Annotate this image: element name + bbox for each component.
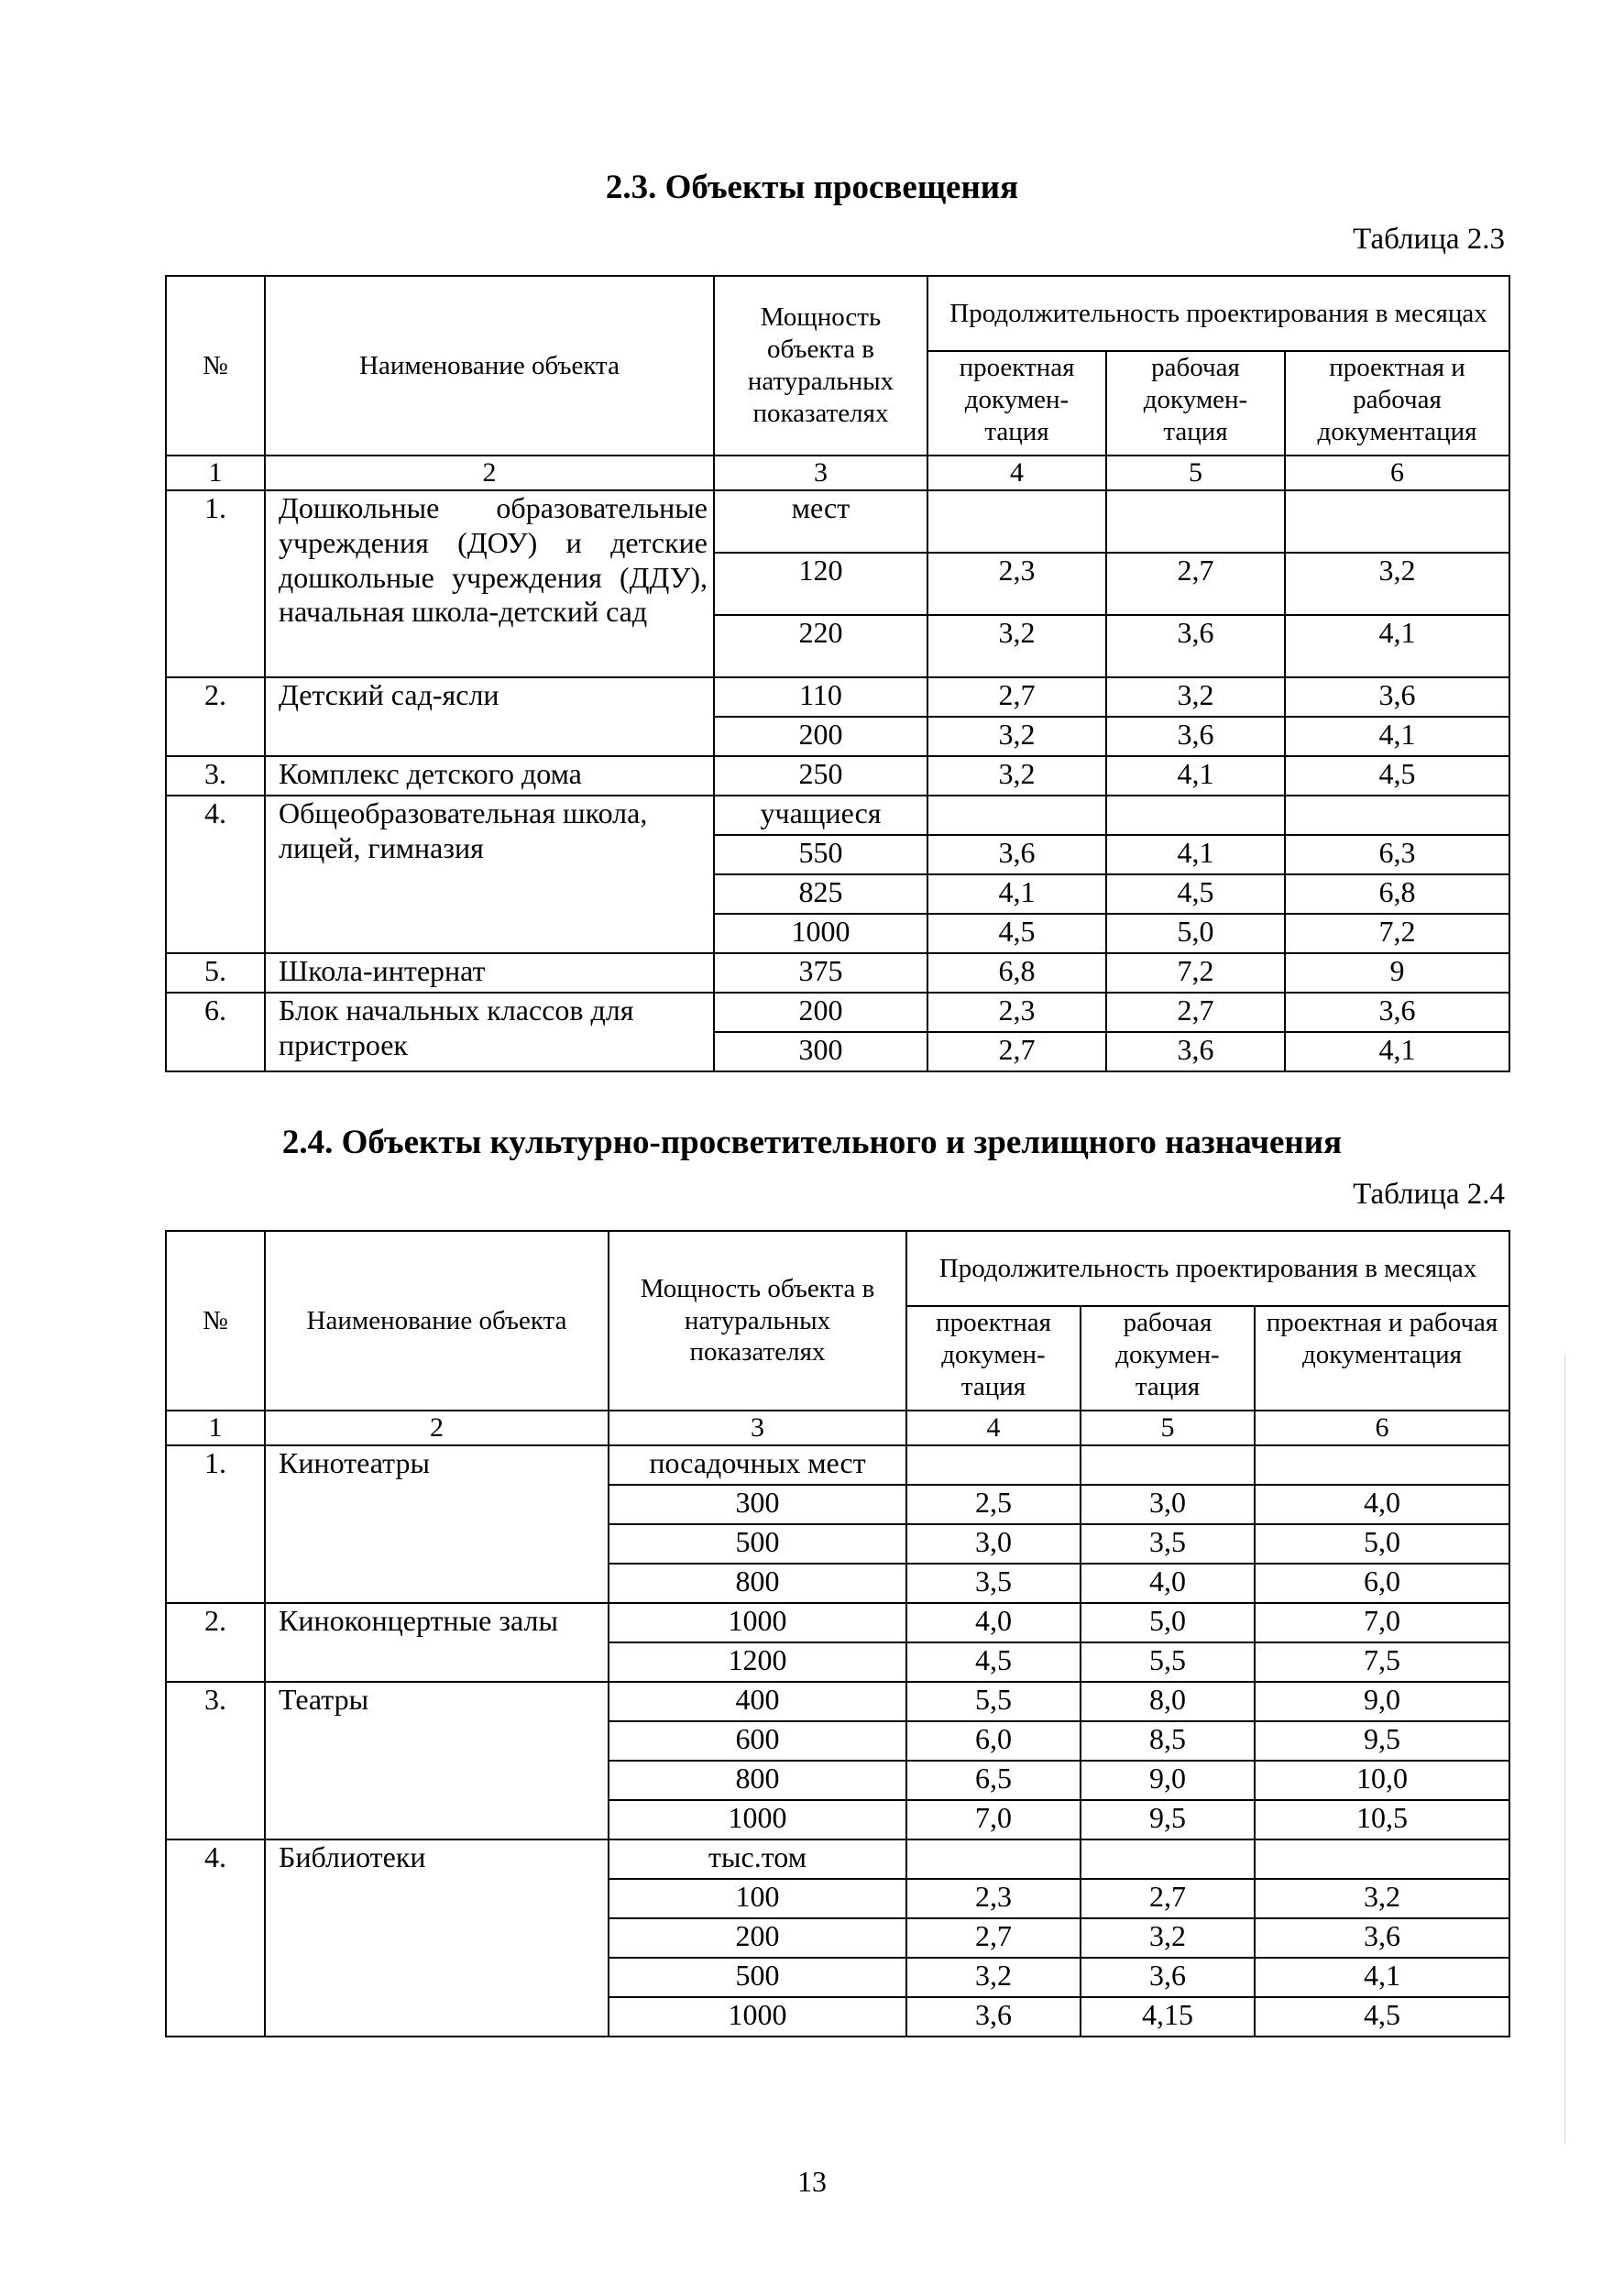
proj-cell: 2,3 — [927, 993, 1106, 1032]
capacity-cell: 220 — [714, 615, 927, 677]
work-cell: 4,1 — [1106, 756, 1285, 796]
both-cell: 3,2 — [1285, 553, 1509, 615]
work-cell: 4,0 — [1081, 1564, 1255, 1603]
col-duration-header: Продолжительность проектирования в месяцах — [927, 276, 1509, 351]
capacity-cell: учащиеся — [714, 796, 927, 835]
table-row — [166, 756, 1509, 796]
both-cell: 7,2 — [1285, 914, 1509, 953]
table-row — [166, 953, 1509, 993]
object-name: Киноконцертные залы — [265, 1603, 609, 1682]
both-cell: 4,1 — [1285, 1032, 1509, 1071]
proj-cell: 2,7 — [927, 677, 1106, 717]
row-number: 4. — [166, 796, 265, 953]
work-cell: 3,2 — [1106, 677, 1285, 717]
both-cell: 4,0 — [1255, 1485, 1509, 1524]
proj-cell: 3,2 — [906, 1958, 1081, 1997]
col-name-header: Наименование объекта — [265, 1231, 609, 1411]
work-cell: 4,1 — [1106, 835, 1285, 874]
col-name-header: Наименование объекта — [265, 276, 714, 456]
object-name: Детский сад-ясли — [265, 677, 714, 756]
col-both-header: проектная и рабочая документация — [1285, 351, 1509, 456]
capacity-cell: посадочных мест — [609, 1445, 906, 1485]
work-cell — [1081, 1445, 1255, 1485]
work-cell: 4,15 — [1081, 1997, 1255, 2037]
both-cell: 9,0 — [1255, 1682, 1509, 1721]
work-cell: 4,5 — [1106, 874, 1285, 914]
col-number: 3 — [609, 1411, 906, 1445]
capacity-cell: 1000 — [609, 1603, 906, 1642]
proj-cell: 6,5 — [906, 1761, 1081, 1800]
object-name: Блок начальных классов для пристроек — [265, 993, 714, 1071]
capacity-cell: 500 — [609, 1524, 906, 1564]
section-2-3-title: 2.3. Объекты просвещения — [605, 169, 1019, 206]
proj-cell: 6,8 — [927, 953, 1106, 993]
table-row — [166, 1445, 1509, 1485]
col-number: 4 — [906, 1411, 1081, 1445]
work-cell: 2,7 — [1106, 553, 1285, 615]
proj-cell: 4,1 — [927, 874, 1106, 914]
proj-cell: 2,3 — [906, 1879, 1081, 1918]
proj-cell: 3,2 — [927, 756, 1106, 796]
col-number: 6 — [1285, 456, 1509, 490]
col-number: 5 — [1081, 1411, 1255, 1445]
both-cell — [1255, 1445, 1509, 1485]
both-cell: 10,5 — [1255, 1800, 1509, 1839]
both-cell: 5,0 — [1255, 1524, 1509, 1564]
capacity-cell: 550 — [714, 835, 927, 874]
object-name: Театры — [265, 1682, 609, 1839]
capacity-cell: 300 — [609, 1485, 906, 1524]
capacity-cell: 375 — [714, 953, 927, 993]
capacity-cell: 800 — [609, 1761, 906, 1800]
proj-cell: 3,6 — [927, 835, 1106, 874]
page-number: 13 — [797, 2165, 827, 2198]
capacity-cell: 110 — [714, 677, 927, 717]
both-cell: 4,5 — [1255, 1997, 1509, 2037]
capacity-cell: 120 — [714, 553, 927, 615]
table-2-3 — [165, 275, 1510, 1072]
proj-cell: 2,7 — [927, 1032, 1106, 1071]
object-name: Дошкольные образовательные учреждения (ДОУ) и детские дошкольные учреждения (ДДУ), начальная школа-детский сад — [265, 490, 714, 677]
both-cell: 9 — [1285, 953, 1509, 993]
both-cell: 7,0 — [1255, 1603, 1509, 1642]
both-cell: 6,8 — [1285, 874, 1509, 914]
row-number: 4. — [166, 1839, 265, 2037]
row-number: 1. — [166, 1445, 265, 1603]
row-number: 6. — [166, 993, 265, 1071]
col-proj-header: проектная докумен-тация — [906, 1306, 1081, 1411]
table-2-4-caption: Таблица 2.4 — [1353, 1178, 1505, 1211]
row-number: 3. — [166, 1682, 265, 1839]
col-no-header: № — [166, 276, 265, 456]
capacity-cell: 400 — [609, 1682, 906, 1721]
row-number: 5. — [166, 953, 265, 993]
work-cell: 3,0 — [1081, 1485, 1255, 1524]
section-2-4-title: 2.4. Объекты культурно-просветительного и зрелищного назначения — [281, 1124, 1343, 1161]
col-number: 2 — [265, 456, 714, 490]
work-cell: 8,5 — [1081, 1721, 1255, 1761]
row-number: 3. — [166, 756, 265, 796]
work-cell: 2,7 — [1081, 1879, 1255, 1918]
col-number: 5 — [1106, 456, 1285, 490]
table-row — [166, 796, 1509, 835]
both-cell — [1255, 1839, 1509, 1879]
work-cell — [1106, 490, 1285, 553]
proj-cell: 5,5 — [906, 1682, 1081, 1721]
both-cell: 3,6 — [1285, 993, 1509, 1032]
object-name: Школа-интернат — [265, 953, 714, 993]
proj-cell: 3,2 — [927, 615, 1106, 677]
col-no-header: № — [166, 1231, 265, 1411]
capacity-cell: тыс.том — [609, 1839, 906, 1879]
both-cell: 4,1 — [1285, 717, 1509, 756]
capacity-cell: 1000 — [609, 1800, 906, 1839]
proj-cell — [927, 490, 1106, 553]
col-number: 3 — [714, 456, 927, 490]
proj-cell: 3,2 — [927, 717, 1106, 756]
proj-cell: 4,5 — [927, 914, 1106, 953]
capacity-cell: 1200 — [609, 1642, 906, 1682]
col-duration-header: Продолжительность проектирования в месяцах — [906, 1231, 1509, 1306]
row-number: 1. — [166, 490, 265, 677]
table-2-3-caption: Таблица 2.3 — [1353, 223, 1505, 256]
col-proj-header: проектная докумен-тация — [927, 351, 1106, 456]
row-number: 2. — [166, 1603, 265, 1682]
table-row — [166, 993, 1509, 1032]
work-cell: 2,7 — [1106, 993, 1285, 1032]
proj-cell: 2,3 — [927, 553, 1106, 615]
object-name: Библиотеки — [265, 1839, 609, 2037]
proj-cell: 4,0 — [906, 1603, 1081, 1642]
work-cell: 5,0 — [1106, 914, 1285, 953]
both-cell: 6,3 — [1285, 835, 1509, 874]
work-cell: 3,6 — [1081, 1958, 1255, 1997]
both-cell: 7,5 — [1255, 1642, 1509, 1682]
capacity-cell: 300 — [714, 1032, 927, 1071]
table-row — [166, 1682, 1509, 1721]
capacity-cell: 600 — [609, 1721, 906, 1761]
both-cell: 4,1 — [1285, 615, 1509, 677]
proj-cell: 6,0 — [906, 1721, 1081, 1761]
both-cell: 6,0 — [1255, 1564, 1509, 1603]
both-cell: 9,5 — [1255, 1721, 1509, 1761]
proj-cell — [906, 1839, 1081, 1879]
object-name: Общеобразовательная школа, лицей, гимназия — [265, 796, 714, 953]
table-row — [166, 677, 1509, 717]
scan-margin-line — [1564, 1355, 1565, 2143]
both-cell: 4,5 — [1285, 756, 1509, 796]
capacity-cell: 800 — [609, 1564, 906, 1603]
work-cell: 9,0 — [1081, 1761, 1255, 1800]
capacity-cell: мест — [714, 490, 927, 553]
work-cell: 3,6 — [1106, 1032, 1285, 1071]
col-number: 4 — [927, 456, 1106, 490]
capacity-cell: 200 — [714, 993, 927, 1032]
capacity-cell: 200 — [609, 1918, 906, 1958]
proj-cell — [906, 1445, 1081, 1485]
capacity-cell: 250 — [714, 756, 927, 796]
capacity-cell: 1000 — [714, 914, 927, 953]
row-number: 2. — [166, 677, 265, 756]
proj-cell: 3,0 — [906, 1524, 1081, 1564]
proj-cell: 2,5 — [906, 1485, 1081, 1524]
proj-cell: 3,6 — [906, 1997, 1081, 2037]
work-cell: 3,6 — [1106, 615, 1285, 677]
proj-cell: 7,0 — [906, 1800, 1081, 1839]
both-cell: 3,2 — [1255, 1879, 1509, 1918]
work-cell — [1106, 796, 1285, 835]
proj-cell — [927, 796, 1106, 835]
both-cell — [1285, 796, 1509, 835]
col-number: 1 — [166, 1411, 265, 1445]
col-number: 1 — [166, 456, 265, 490]
both-cell: 3,6 — [1255, 1918, 1509, 1958]
work-cell: 3,2 — [1081, 1918, 1255, 1958]
capacity-cell: 500 — [609, 1958, 906, 1997]
capacity-cell: 200 — [714, 717, 927, 756]
col-both-header: проектная и рабочая документация — [1255, 1306, 1509, 1411]
both-cell: 10,0 — [1255, 1761, 1509, 1800]
col-work-header: рабочая докумен-тация — [1106, 351, 1285, 456]
proj-cell: 3,5 — [906, 1564, 1081, 1603]
col-capacity-header: Мощность объекта в натуральных показателях — [609, 1231, 906, 1411]
work-cell: 3,5 — [1081, 1524, 1255, 1564]
work-cell: 7,2 — [1106, 953, 1285, 993]
both-cell — [1285, 490, 1509, 553]
col-work-header: рабочая докумен-тация — [1081, 1306, 1255, 1411]
work-cell — [1081, 1839, 1255, 1879]
col-capacity-header: Мощность объекта в натуральных показателях — [714, 276, 927, 456]
capacity-cell: 1000 — [609, 1997, 906, 2037]
work-cell: 8,0 — [1081, 1682, 1255, 1721]
col-number: 2 — [265, 1411, 609, 1445]
work-cell: 3,6 — [1106, 717, 1285, 756]
table-2-4 — [165, 1230, 1510, 2037]
capacity-cell: 825 — [714, 874, 927, 914]
proj-cell: 2,7 — [906, 1918, 1081, 1958]
table-row — [166, 1603, 1509, 1642]
object-name: Кинотеатры — [265, 1445, 609, 1603]
col-number: 6 — [1255, 1411, 1509, 1445]
proj-cell: 4,5 — [906, 1642, 1081, 1682]
both-cell: 3,6 — [1285, 677, 1509, 717]
table-row — [166, 1839, 1509, 1879]
work-cell: 5,0 — [1081, 1603, 1255, 1642]
work-cell: 9,5 — [1081, 1800, 1255, 1839]
both-cell: 4,1 — [1255, 1958, 1509, 1997]
object-name: Комплекс детского дома — [265, 756, 714, 796]
work-cell: 5,5 — [1081, 1642, 1255, 1682]
table-row — [166, 490, 1509, 553]
capacity-cell: 100 — [609, 1879, 906, 1918]
